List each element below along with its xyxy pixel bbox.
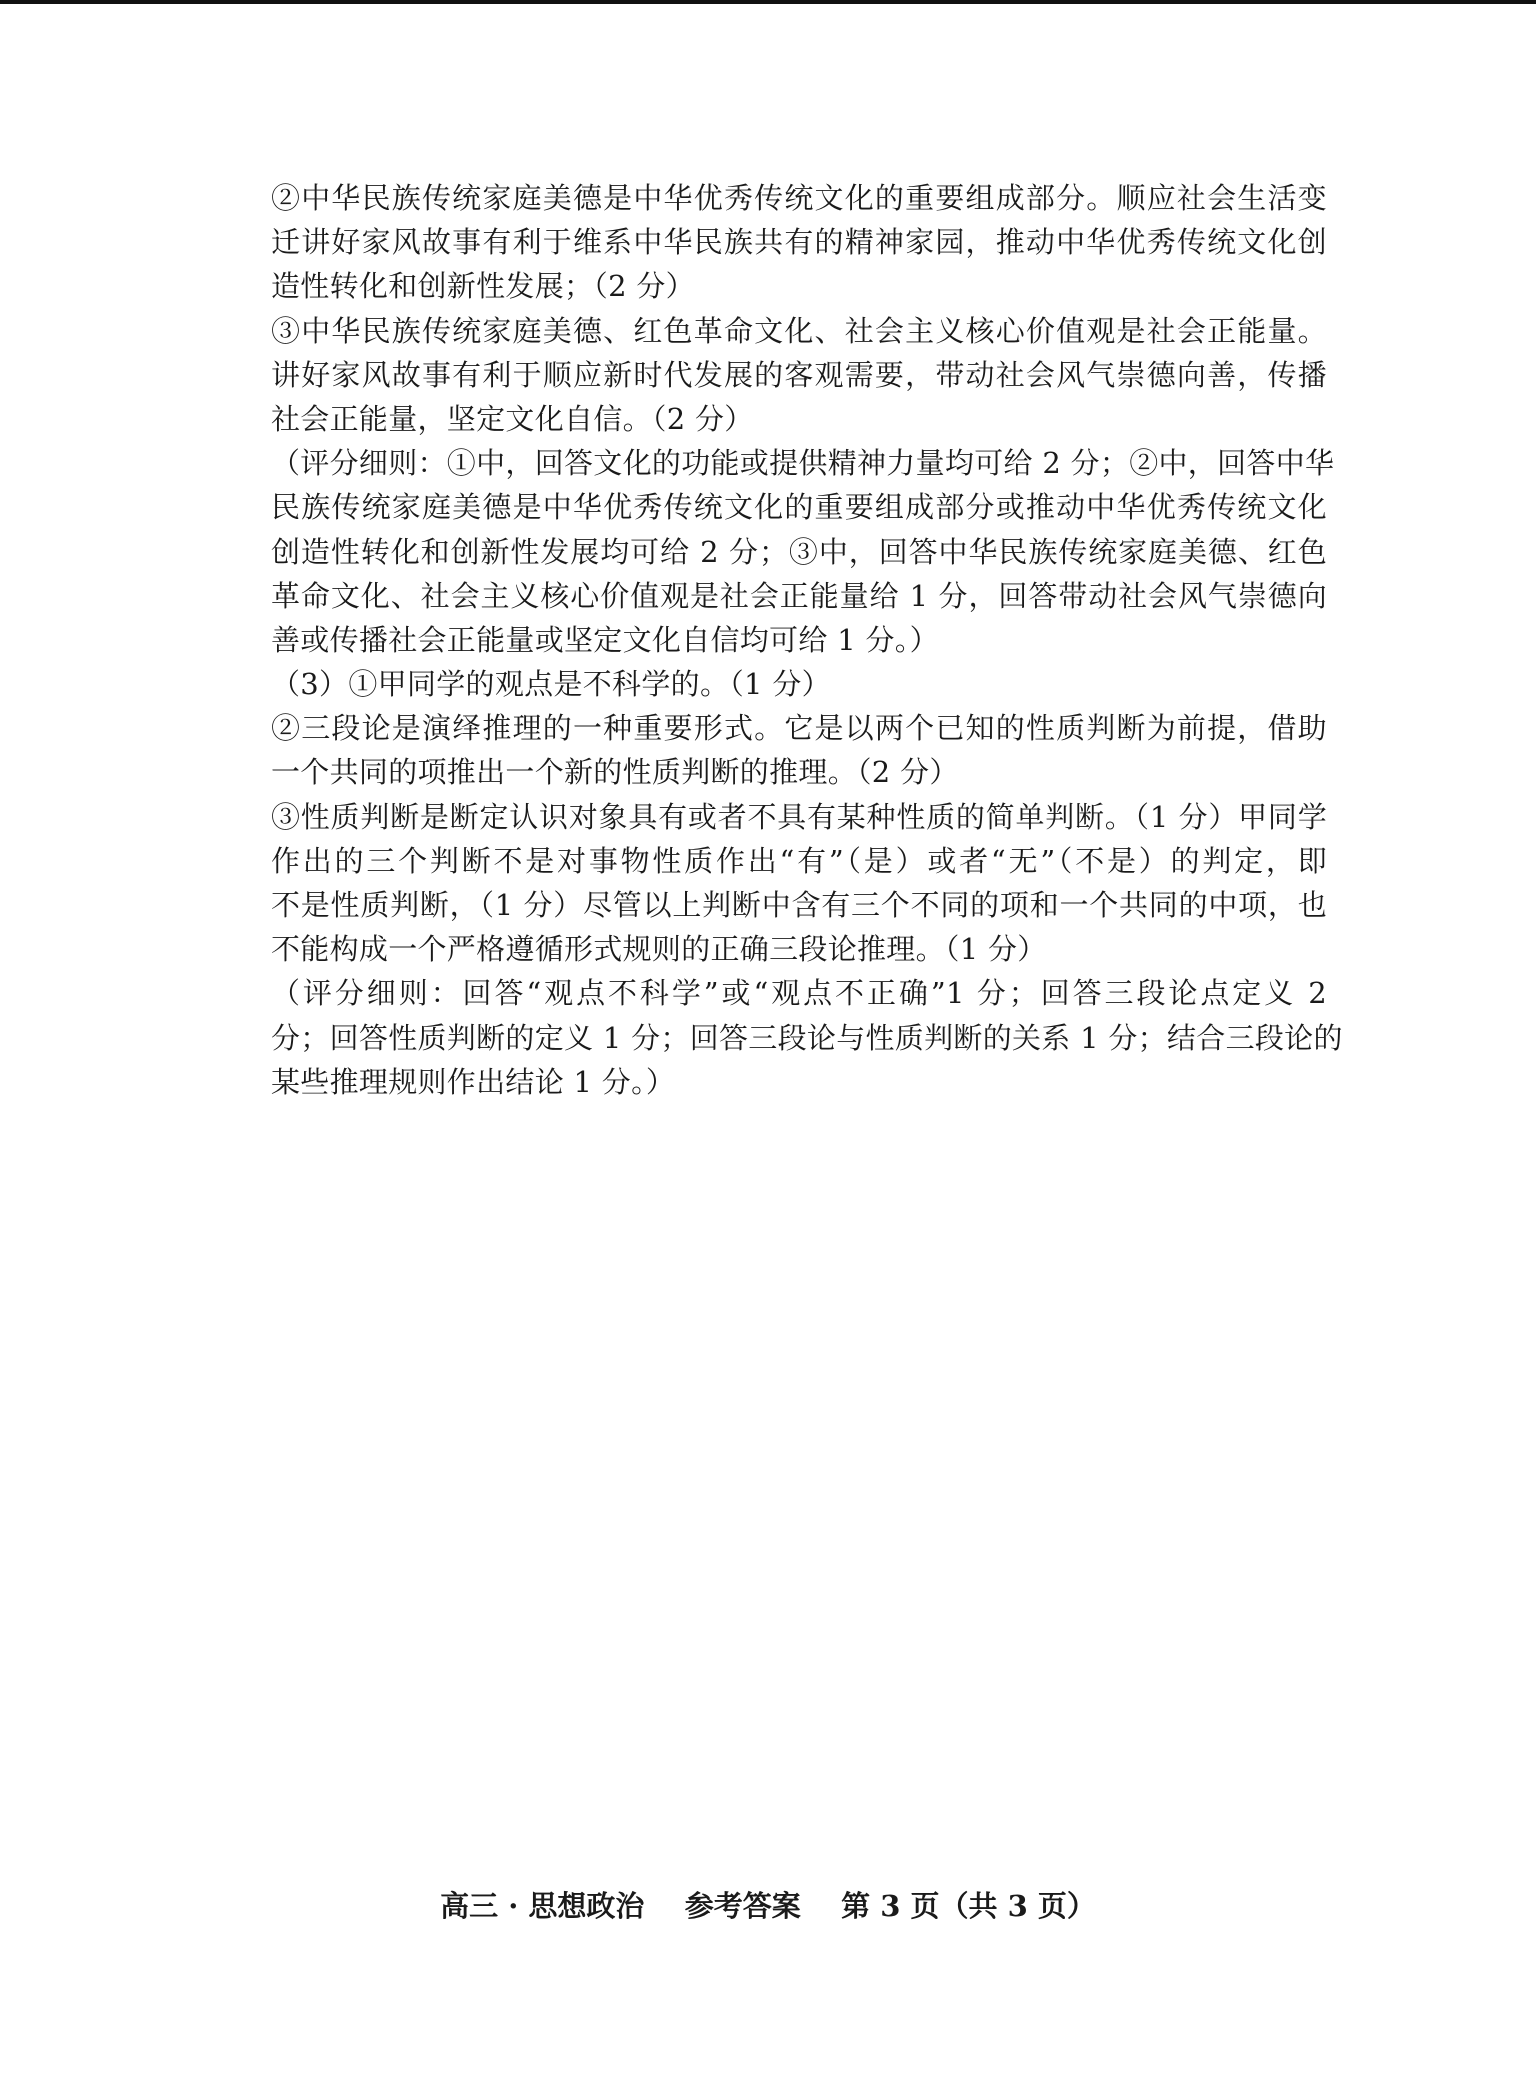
text-line: 造性转化和创新性发展；（2 分）	[271, 269, 695, 304]
text-line: ③性质判断是断定认识对象具有或者不具有某种性质的简单判断。（1 分）甲同学	[271, 799, 1327, 834]
text-line: 一个共同的项推出一个新的性质判断的推理。（2 分）	[271, 755, 959, 790]
text-line: 革命文化、社会主义核心价值观是社会正能量给 1 分，回答带动社会风气崇德向	[271, 578, 1327, 613]
text-line: 民族传统家庭美德是中华优秀传统文化的重要组成部分或推动中华优秀传统文化	[271, 490, 1327, 525]
text-line: （评分细则：回答“观点不科学”或“观点不正确”1 分；回答三段论点定义 2	[271, 976, 1327, 1011]
text-line: 不是性质判断，（1 分）尽管以上判断中含有三个不同的项和一个共同的中项，也	[271, 888, 1327, 922]
text-line: 分；回答性质判断的定义 1 分；回答三段论与性质判断的关系 1 分；结合三段论的	[271, 1020, 1343, 1055]
text-line: （评分细则：①中，回答文化的功能或提供精神力量均可给 2 分；②中，回答中华	[271, 446, 1335, 481]
text-line: 不能构成一个严格遵循形式规则的正确三段论推理。（1 分）	[271, 932, 1047, 967]
top-border-line	[0, 0, 1536, 4]
text-line: ③中华民族传统家庭美德、红色革命文化、社会主义核心价值观是社会正能量。	[271, 313, 1327, 348]
answer-text-body	[271, 176, 1343, 1104]
text-line: 创造性转化和创新性发展均可给 2 分；③中，回答中华民族传统家庭美德、红色	[271, 534, 1327, 569]
text-line: （3）①甲同学的观点是不科学的。（1 分）	[271, 667, 831, 702]
text-line: 迁讲好家风故事有利于维系中华民族共有的精神家园，推动中华优秀传统文化创	[271, 225, 1327, 260]
text-line: 社会正能量，坚定文化自信。（2 分）	[271, 401, 754, 436]
text-line: ②中华民族传统家庭美德是中华优秀传统文化的重要组成部分。顺应社会生活变	[271, 181, 1327, 215]
page-footer: 高三 · 思想政治 参考答案 第 3 页（共 3 页）	[440, 1889, 1096, 1923]
text-line: 某些推理规则作出结论 1 分。）	[271, 1064, 676, 1099]
text-line: 作出的三个判断不是对事物性质作出“有”（是）或者“无”（不是）的判定，即	[271, 843, 1327, 878]
text-line: ②三段论是演绎推理的一种重要形式。它是以两个已知的性质判断为前提，借助	[271, 711, 1327, 746]
text-line: 讲好家风故事有利于顺应新时代发展的客观需要，带动社会风气崇德向善，传播	[271, 357, 1327, 392]
text-line: 善或传播社会正能量或坚定文化自信均可给 1 分。）	[271, 622, 939, 657]
